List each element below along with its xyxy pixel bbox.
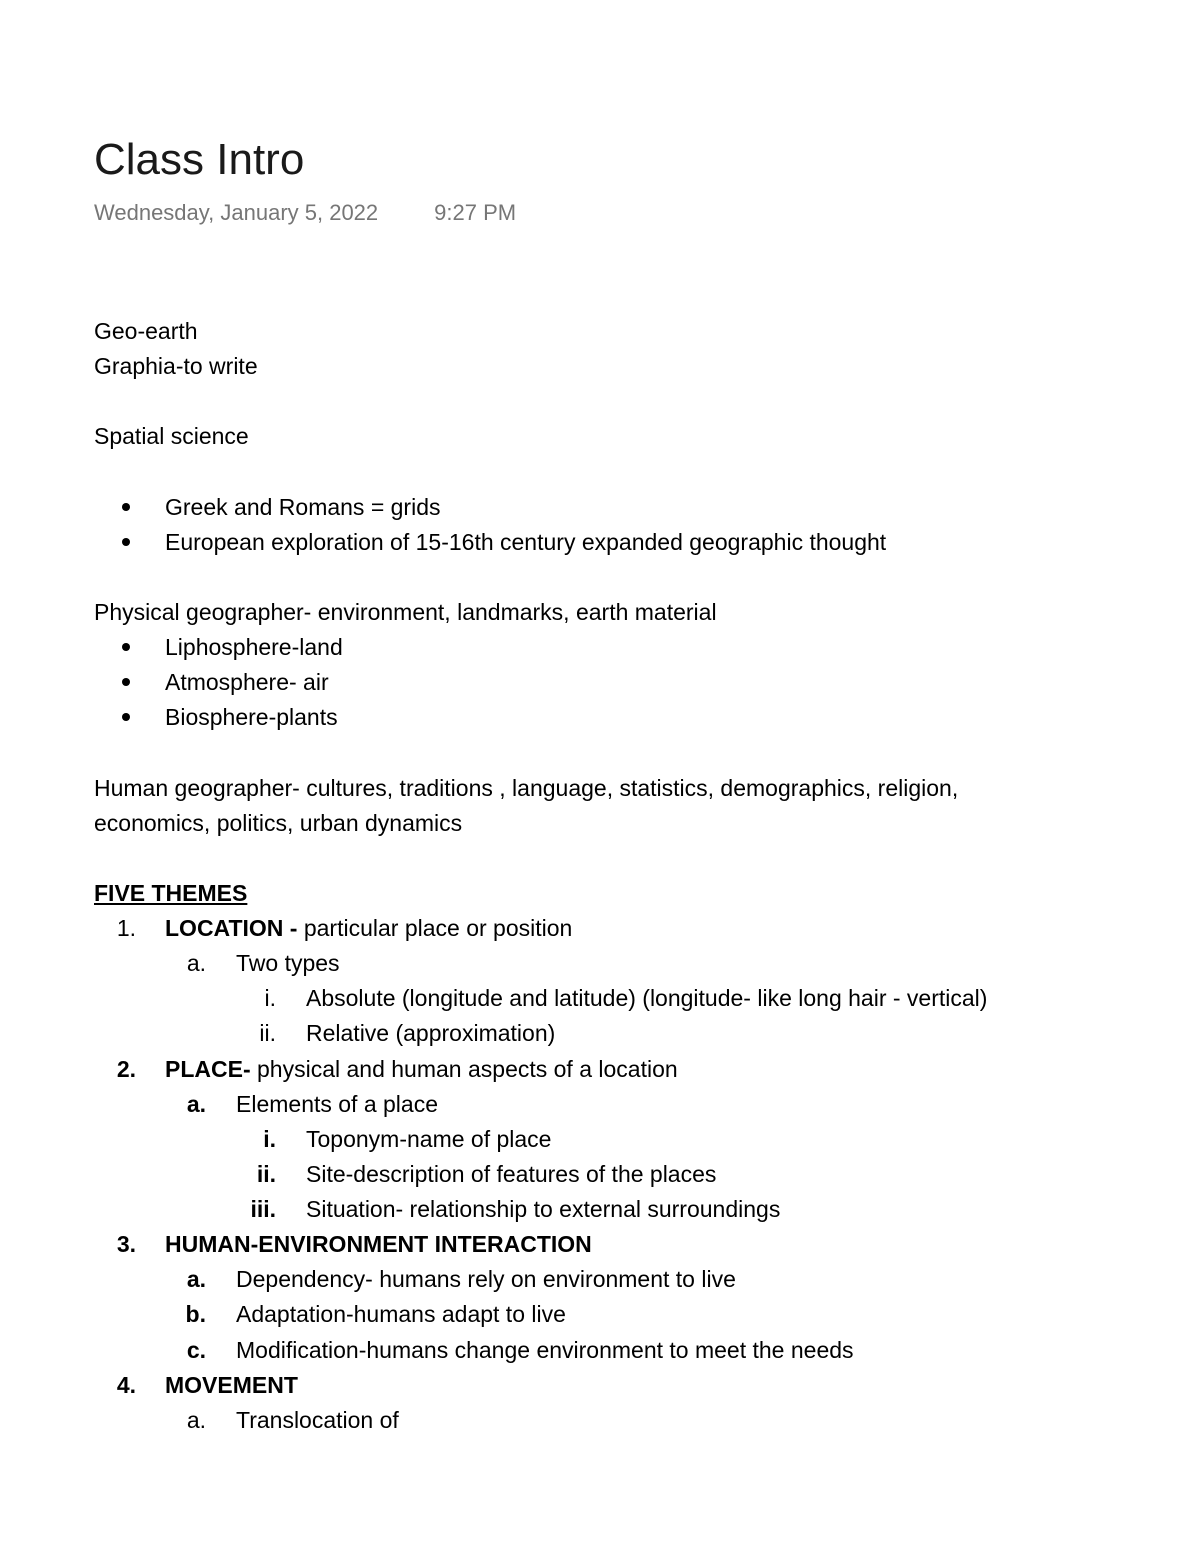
bullet-icon	[122, 678, 130, 686]
theme-4-label: MOVEMENT	[165, 1372, 298, 1398]
theme-1-i-text: Absolute (longitude and latitude) (longitude- like long hair - vertical)	[306, 985, 988, 1011]
spatial-bullet-1: Greek and Romans = grids	[165, 494, 441, 520]
theme-2-text: physical and human aspects of a location	[250, 1056, 678, 1082]
physical-bullet-1: Liphosphere-land	[165, 634, 343, 660]
page-timestamp	[94, 198, 516, 228]
themes-heading: FIVE THEMES	[94, 880, 248, 906]
theme-2	[165, 1053, 678, 1085]
physical-heading: Physical geographer- environment, landmarks, earth material	[94, 599, 717, 625]
bullet-icon	[122, 538, 130, 546]
spatial-bullet-2: European exploration of 15-16th century expanded geographic thought	[165, 529, 887, 555]
physical-bullet-3: Biosphere-plants	[165, 704, 338, 730]
theme-3-b-text: Adaptation-humans adapt to live	[236, 1301, 566, 1327]
etymology-graphia: Graphia-to write	[94, 353, 258, 379]
theme-2-number: 2.	[116, 1056, 136, 1082]
theme-1-ii-text: Relative (approximation)	[306, 1020, 556, 1046]
theme-3-c-text: Modification-humans change environment to meet the needs	[236, 1337, 854, 1363]
spatial-heading: Spatial science	[94, 423, 249, 449]
page-time: 9:27 PM	[434, 200, 517, 225]
human-line-1: Human geographer- cultures, traditions , language, statistics, demographics, religion,	[94, 775, 959, 801]
theme-3-b-number: b.	[185, 1301, 206, 1327]
theme-3-a-number: a.	[186, 1266, 206, 1292]
theme-1-number: 1.	[116, 915, 136, 941]
theme-2-iii-text: Situation- relationship to external surroundings	[306, 1196, 781, 1222]
theme-1-ii-number: ii.	[259, 1020, 276, 1046]
theme-2-a-number: a.	[186, 1091, 206, 1117]
etymology-geo: Geo-earth	[94, 318, 198, 344]
theme-2-iii-number: iii.	[250, 1196, 276, 1222]
human-line-2: economics, politics, urban dynamics	[94, 810, 463, 836]
theme-3-number: 3.	[116, 1231, 136, 1257]
bullet-icon	[122, 713, 130, 721]
theme-4-a-number: a.	[186, 1407, 206, 1433]
theme-2-ii-text: Site-description of features of the places	[306, 1161, 717, 1187]
theme-2-i-text: Toponym-name of place	[306, 1126, 552, 1152]
page-date: Wednesday, January 5, 2022	[94, 200, 379, 225]
bullet-icon	[122, 643, 130, 651]
theme-3-c-number: c.	[186, 1337, 206, 1363]
physical-bullet-2: Atmosphere- air	[165, 669, 329, 695]
theme-2-ii-number: ii.	[256, 1161, 276, 1187]
theme-3-label: HUMAN-ENVIRONMENT INTERACTION	[165, 1231, 592, 1257]
theme-1-label: LOCATION -	[165, 915, 298, 941]
theme-4-a-text: Translocation of	[236, 1407, 399, 1433]
theme-1-a-number: a.	[186, 950, 206, 976]
theme-2-label: PLACE-	[165, 1056, 251, 1082]
theme-3-a-text: Dependency- humans rely on environment to live	[236, 1266, 736, 1292]
bullet-icon	[122, 503, 130, 511]
theme-1	[165, 912, 572, 944]
theme-1-a-text: Two types	[236, 950, 340, 976]
theme-4-number: 4.	[116, 1372, 136, 1398]
theme-1-i-number: i.	[264, 985, 276, 1011]
page-title: Class Intro	[94, 135, 305, 184]
theme-1-text: particular place or position	[297, 915, 573, 941]
theme-2-a-text: Elements of a place	[236, 1091, 439, 1117]
theme-2-i-number: i.	[263, 1126, 276, 1152]
